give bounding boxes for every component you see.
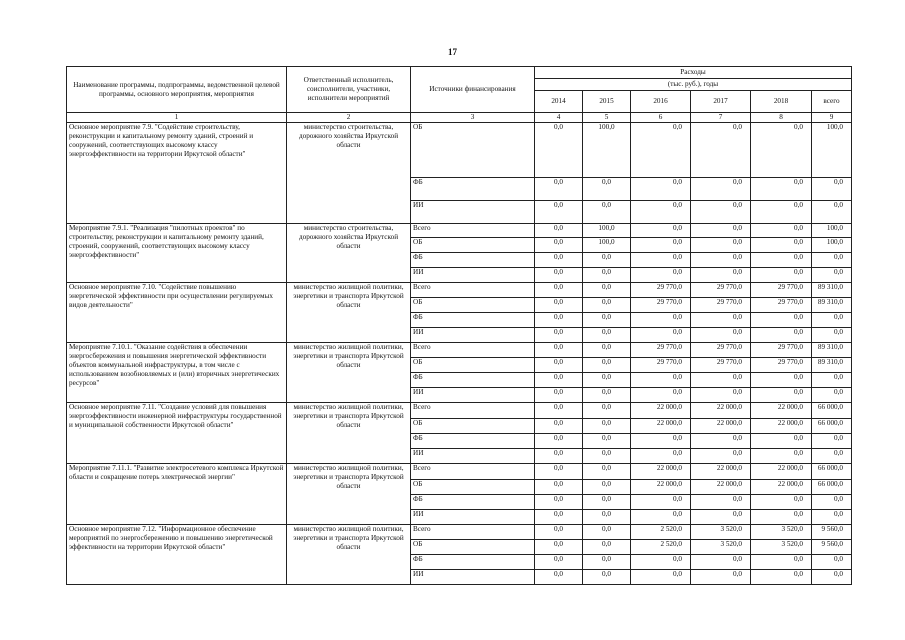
- expense-value: 3 520,0: [751, 540, 812, 555]
- expense-value: 0,0: [583, 449, 631, 464]
- activity-name: Основное мероприятие 7.12. "Информационное обеспечение мероприятий по энергосбережению и повышению энергетической эффективности на территории Иркутской области": [67, 525, 287, 585]
- expense-value: 0,0: [583, 253, 631, 268]
- expense-value: 0,0: [631, 178, 691, 201]
- expense-value: 89 310,0: [812, 343, 852, 358]
- expense-value: 0,0: [751, 268, 812, 283]
- expense-value: 0,0: [583, 525, 631, 540]
- expense-value: 0,0: [535, 434, 583, 449]
- expense-value: 0,0: [535, 570, 583, 585]
- expense-value: 0,0: [535, 201, 583, 224]
- expense-value: 0,0: [535, 343, 583, 358]
- expense-value: 0,0: [631, 224, 691, 238]
- expense-value: 3 520,0: [691, 540, 751, 555]
- expense-value: 29 770,0: [631, 343, 691, 358]
- expense-value: 0,0: [583, 510, 631, 525]
- expense-value: 29 770,0: [631, 358, 691, 373]
- expense-value: 0,0: [535, 224, 583, 238]
- responsible-executor: министерство жилищной политики, энергетики и транспорта Иркутской области: [287, 343, 411, 403]
- expense-value: 0,0: [583, 298, 631, 313]
- expense-value: 0,0: [535, 495, 583, 510]
- expense-value: 0,0: [812, 201, 852, 224]
- expense-value: 0,0: [691, 123, 751, 178]
- header-units: (тыс. руб.), годы: [535, 79, 852, 91]
- expense-value: 0,0: [751, 449, 812, 464]
- expense-value: 0,0: [535, 373, 583, 388]
- expense-value: 0,0: [812, 555, 852, 570]
- expense-value: 0,0: [751, 201, 812, 224]
- expense-value: 0,0: [751, 510, 812, 525]
- expense-value: 0,0: [583, 464, 631, 480]
- expense-value: 29 770,0: [751, 358, 812, 373]
- expense-value: 29 770,0: [751, 283, 812, 298]
- activity-name: Мероприятие 7.11.1. "Развитие электросетевого комплекса Иркутской области и сокращение потерь электрической энергии": [67, 464, 287, 525]
- table-row: [67, 283, 852, 298]
- funding-source: ОБ: [411, 298, 535, 313]
- expense-value: 0,0: [812, 328, 852, 343]
- expense-value: 0,0: [812, 434, 852, 449]
- funding-source: ФБ: [411, 313, 535, 328]
- expense-value: 9 560,0: [812, 540, 852, 555]
- expense-value: 0,0: [535, 328, 583, 343]
- expense-value: 0,0: [812, 570, 852, 585]
- funding-source: ИИ: [411, 510, 535, 525]
- expense-value: 0,0: [751, 373, 812, 388]
- expense-value: 0,0: [631, 373, 691, 388]
- expense-value: 29 770,0: [691, 283, 751, 298]
- expense-value: 0,0: [583, 388, 631, 403]
- expense-value: 22 000,0: [751, 419, 812, 434]
- expense-value: 0,0: [583, 178, 631, 201]
- expense-value: 0,0: [691, 224, 751, 238]
- expense-value: 0,0: [751, 313, 812, 328]
- header-year: 2017: [691, 91, 751, 113]
- expense-value: 29 770,0: [751, 298, 812, 313]
- expense-value: 3 520,0: [751, 525, 812, 540]
- funding-source: ФБ: [411, 253, 535, 268]
- expense-value: 22 000,0: [691, 480, 751, 495]
- expense-value: 0,0: [751, 495, 812, 510]
- expense-value: 22 000,0: [691, 464, 751, 480]
- column-number: 1: [67, 113, 287, 123]
- expense-value: 0,0: [535, 449, 583, 464]
- expense-value: 0,0: [691, 495, 751, 510]
- expense-value: 0,0: [583, 268, 631, 283]
- table-row: [67, 343, 852, 358]
- funding-source: Всего: [411, 464, 535, 480]
- table-row: [67, 525, 852, 540]
- expense-value: 0,0: [691, 178, 751, 201]
- expense-value: 0,0: [631, 510, 691, 525]
- column-number: 2: [287, 113, 411, 123]
- expense-value: 0,0: [751, 328, 812, 343]
- financing-table: [66, 66, 852, 585]
- expense-value: 29 770,0: [691, 358, 751, 373]
- expense-value: 0,0: [631, 570, 691, 585]
- funding-source: ФБ: [411, 495, 535, 510]
- expense-value: 100,0: [812, 224, 852, 238]
- header-expenses: Расходы: [535, 67, 852, 79]
- header-year: 2015: [583, 91, 631, 113]
- funding-source: ФБ: [411, 373, 535, 388]
- column-number: 9: [812, 113, 852, 123]
- header-year: 2018: [751, 91, 812, 113]
- table-body: [67, 123, 852, 585]
- expense-value: 0,0: [583, 313, 631, 328]
- expense-value: 0,0: [583, 555, 631, 570]
- expense-value: 0,0: [751, 555, 812, 570]
- expense-value: 0,0: [583, 495, 631, 510]
- expense-value: 66 000,0: [812, 419, 852, 434]
- expense-value: 0,0: [751, 570, 812, 585]
- expense-value: 0,0: [583, 358, 631, 373]
- expense-value: 22 000,0: [631, 464, 691, 480]
- funding-source: ИИ: [411, 449, 535, 464]
- funding-source: ИИ: [411, 201, 535, 224]
- expense-value: 0,0: [583, 373, 631, 388]
- expense-value: 0,0: [583, 201, 631, 224]
- funding-source: ИИ: [411, 388, 535, 403]
- expense-value: 89 310,0: [812, 283, 852, 298]
- expense-value: 89 310,0: [812, 358, 852, 373]
- funding-source: ОБ: [411, 238, 535, 253]
- expense-value: 0,0: [535, 555, 583, 570]
- funding-source: ОБ: [411, 480, 535, 495]
- table-row: [67, 464, 852, 480]
- expense-value: 0,0: [535, 298, 583, 313]
- header-name: Наименование программы, подпрограммы, ведомственной целевой программы, основного мероприятия, мероприятия: [67, 67, 287, 113]
- expense-value: 29 770,0: [751, 343, 812, 358]
- expense-value: 0,0: [631, 238, 691, 253]
- funding-source: ФБ: [411, 178, 535, 201]
- expense-value: 0,0: [535, 540, 583, 555]
- expense-value: 0,0: [535, 525, 583, 540]
- column-number: 4: [535, 113, 583, 123]
- expense-value: 0,0: [812, 388, 852, 403]
- expense-value: 0,0: [631, 253, 691, 268]
- expense-value: 0,0: [812, 178, 852, 201]
- activity-name: Основное мероприятие 7.11. "Создание условий для повышения энергоэффективности инженерной инфраструктуры государственной и муниципальной собственности Иркутской области": [67, 403, 287, 464]
- table-header: [67, 67, 852, 123]
- expense-value: 0,0: [631, 388, 691, 403]
- responsible-executor: министерство жилищной политики, энергетики и транспорта Иркутской области: [287, 525, 411, 585]
- expense-value: 0,0: [535, 403, 583, 419]
- expense-value: 0,0: [812, 510, 852, 525]
- expense-value: 22 000,0: [751, 403, 812, 419]
- expense-value: 0,0: [631, 328, 691, 343]
- expense-value: 0,0: [631, 555, 691, 570]
- expense-value: 0,0: [535, 419, 583, 434]
- expense-value: 0,0: [535, 238, 583, 253]
- header-year: 2014: [535, 91, 583, 113]
- expense-value: 0,0: [631, 495, 691, 510]
- expense-value: 29 770,0: [691, 343, 751, 358]
- funding-source: Всего: [411, 224, 535, 238]
- column-number: 3: [411, 113, 535, 123]
- expense-value: 0,0: [535, 510, 583, 525]
- header-year: всего: [812, 91, 852, 113]
- expense-value: 0,0: [812, 373, 852, 388]
- expense-value: 22 000,0: [691, 403, 751, 419]
- expense-value: 0,0: [691, 268, 751, 283]
- expense-value: 0,0: [535, 358, 583, 373]
- expense-value: 66 000,0: [812, 480, 852, 495]
- responsible-executor: министерство строительства, дорожного хозяйства Иркутской области: [287, 123, 411, 224]
- expense-value: 0,0: [812, 253, 852, 268]
- funding-source: Всего: [411, 403, 535, 419]
- expense-value: 0,0: [583, 434, 631, 449]
- expense-value: 100,0: [583, 238, 631, 253]
- expense-value: 0,0: [751, 123, 812, 178]
- funding-source: ОБ: [411, 540, 535, 555]
- expense-value: 29 770,0: [631, 283, 691, 298]
- page-number: 17: [448, 47, 457, 57]
- expense-value: 0,0: [583, 283, 631, 298]
- expense-value: 9 560,0: [812, 525, 852, 540]
- expense-value: 0,0: [691, 373, 751, 388]
- expense-value: 0,0: [691, 570, 751, 585]
- activity-name: Мероприятие 7.10.1. "Оказание содействия в обеспечении энергосбережения и повышения энергетической эффективности объектов коммунальной инфраструктуры, в том числе с использованием возобновляемых и (или) вторичных энергетических ресурсов": [67, 343, 287, 403]
- column-number: 5: [583, 113, 631, 123]
- expense-value: 0,0: [691, 388, 751, 403]
- expense-value: 0,0: [631, 449, 691, 464]
- expense-value: 0,0: [691, 434, 751, 449]
- expense-value: 0,0: [691, 253, 751, 268]
- expense-value: 100,0: [812, 123, 852, 178]
- expense-value: 0,0: [812, 268, 852, 283]
- expense-value: 0,0: [631, 201, 691, 224]
- expense-value: 100,0: [583, 123, 631, 178]
- column-number: 7: [691, 113, 751, 123]
- funding-source: ОБ: [411, 358, 535, 373]
- expense-value: 0,0: [751, 434, 812, 449]
- expense-value: 0,0: [583, 403, 631, 419]
- funding-source: ИИ: [411, 268, 535, 283]
- table-row: [67, 403, 852, 419]
- funding-source: ИИ: [411, 328, 535, 343]
- expense-value: 2 520,0: [631, 540, 691, 555]
- expense-value: 22 000,0: [751, 480, 812, 495]
- expense-value: 0,0: [631, 313, 691, 328]
- responsible-executor: министерство строительства, дорожного хозяйства Иркутской области: [287, 224, 411, 283]
- activity-name: Мероприятие 7.9.1. "Реализация "пилотных проектов" по строительству, реконструкции и капитальному ремонту зданий, строений, сооружений, соответствующих высокому классу энергоэффективности": [67, 224, 287, 283]
- expense-value: 0,0: [583, 328, 631, 343]
- expense-value: 22 000,0: [691, 419, 751, 434]
- table-row: [67, 123, 852, 178]
- table-row: [67, 224, 852, 238]
- expense-value: 0,0: [812, 495, 852, 510]
- expense-value: 0,0: [535, 268, 583, 283]
- expense-value: 0,0: [583, 570, 631, 585]
- expense-value: 0,0: [691, 510, 751, 525]
- expense-value: 0,0: [631, 123, 691, 178]
- header-year: 2016: [631, 91, 691, 113]
- expense-value: 22 000,0: [631, 403, 691, 419]
- expense-value: 3 520,0: [691, 525, 751, 540]
- expense-value: 0,0: [535, 178, 583, 201]
- header-executor: Ответственный исполнитель, соисполнители, участники, исполнители мероприятий: [287, 67, 411, 113]
- expense-value: 0,0: [535, 283, 583, 298]
- expense-value: 66 000,0: [812, 403, 852, 419]
- expense-value: 0,0: [535, 480, 583, 495]
- expense-value: 0,0: [751, 224, 812, 238]
- expense-value: 29 770,0: [691, 298, 751, 313]
- expense-value: 0,0: [535, 388, 583, 403]
- expense-value: 2 520,0: [631, 525, 691, 540]
- funding-source: ИИ: [411, 570, 535, 585]
- activity-name: Основное мероприятие 7.10. "Содействие повышению энергетической эффективности при осуществлении регулируемых видов деятельности": [67, 283, 287, 343]
- expense-value: 66 000,0: [812, 464, 852, 480]
- expense-value: 22 000,0: [631, 419, 691, 434]
- expense-value: 0,0: [535, 253, 583, 268]
- funding-source: Всего: [411, 283, 535, 298]
- expense-value: 89 310,0: [812, 298, 852, 313]
- expense-value: 0,0: [751, 253, 812, 268]
- funding-source: Всего: [411, 343, 535, 358]
- responsible-executor: министерство жилищной политики, энергетики и транспорта Иркутской области: [287, 403, 411, 464]
- expense-value: 0,0: [535, 123, 583, 178]
- header-source: Источники финансирования: [411, 67, 535, 113]
- funding-source: ОБ: [411, 123, 535, 178]
- expense-value: 0,0: [812, 313, 852, 328]
- expense-value: 100,0: [812, 238, 852, 253]
- expense-value: 0,0: [535, 313, 583, 328]
- expense-value: 0,0: [583, 343, 631, 358]
- funding-source: ОБ: [411, 419, 535, 434]
- expense-value: 0,0: [691, 313, 751, 328]
- funding-source: ФБ: [411, 555, 535, 570]
- funding-source: Всего: [411, 525, 535, 540]
- expense-value: 100,0: [583, 224, 631, 238]
- expense-value: 22 000,0: [631, 480, 691, 495]
- column-number: 6: [631, 113, 691, 123]
- column-number: 8: [751, 113, 812, 123]
- responsible-executor: министерство жилищной политики, энергетики и транспорта Иркутской области: [287, 283, 411, 343]
- expense-value: 0,0: [691, 238, 751, 253]
- expense-value: 0,0: [631, 268, 691, 283]
- expense-value: 0,0: [751, 388, 812, 403]
- expense-value: 0,0: [583, 480, 631, 495]
- funding-source: ФБ: [411, 434, 535, 449]
- expense-value: 0,0: [751, 238, 812, 253]
- expense-value: 0,0: [751, 178, 812, 201]
- expense-value: 0,0: [535, 464, 583, 480]
- expense-value: 22 000,0: [751, 464, 812, 480]
- expense-value: 0,0: [631, 434, 691, 449]
- expense-value: 0,0: [691, 328, 751, 343]
- responsible-executor: министерство жилищной политики, энергетики и транспорта Иркутской области: [287, 464, 411, 525]
- expense-value: 0,0: [691, 201, 751, 224]
- expense-value: 0,0: [583, 419, 631, 434]
- expense-value: 0,0: [691, 555, 751, 570]
- expense-value: 0,0: [812, 449, 852, 464]
- expense-value: 29 770,0: [631, 298, 691, 313]
- expense-value: 0,0: [691, 449, 751, 464]
- expense-value: 0,0: [583, 540, 631, 555]
- activity-name: Основное мероприятие 7.9. "Содействие строительству, реконструкции и капитальному ремонту зданий, строений и сооружений, соответствующих высокому классу энергоэффективности на территории Иркутской области": [67, 123, 287, 224]
